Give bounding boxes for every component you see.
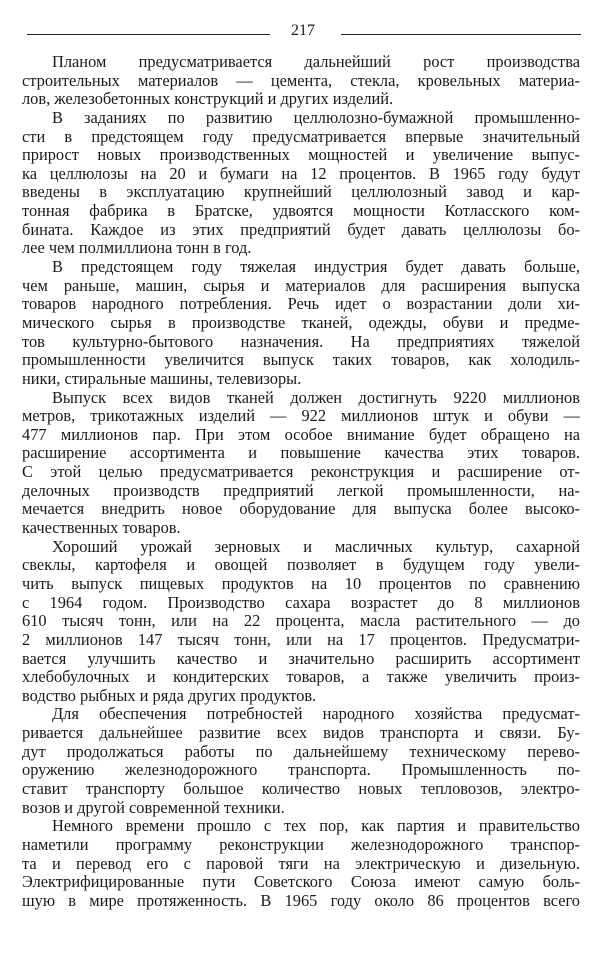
paragraph (22, 258, 580, 388)
text-line: расширение ассортимента и повышение качества этих товаров. (22, 443, 580, 463)
text-line: делочных производств предприятий легкой промышленности, на- (22, 480, 580, 500)
text-line: тонная фабрика в Братске, удвоятся мощности Котласского ком- (22, 201, 580, 221)
text-line: Немного времени прошло с тех пор, как партия и правительство (52, 816, 580, 836)
text-line: мического сырья в производстве тканей, одежды, обуви и предме- (22, 312, 580, 332)
paragraph (22, 389, 580, 538)
text-line: чить выпуск пищевых продуктов на 10 процентов по сравнению (22, 573, 580, 593)
paragraph (22, 705, 580, 817)
text-line: свеклы, картофеля и овощей позволяет в будущем году увели- (22, 555, 580, 575)
text-line: Хороший урожай зерновых и масличных культур, сахарной (52, 536, 580, 556)
text-line: водство рыбных и ряда других продуктов. (22, 685, 317, 705)
text-line: 2 миллионов 147 тысяч тонн, или на 17 процентов. Предусматри- (22, 629, 580, 649)
text-line: 610 тысяч тонн, или на 22 процента, масла растительного — до (22, 611, 580, 631)
text-line: ривается дальнейшее развитие всех видов транспорта и связи. Бу- (22, 723, 580, 743)
text-line: ка целлюлозы на 20 и бумаги на 12 процентов. В 1965 году будут (22, 163, 580, 183)
text-line: бината. Каждое из этих предприятий будет давать целлюлозы бо- (22, 219, 580, 239)
paragraph (22, 817, 580, 910)
text-line: мечается внедрить новое оборудование для выпуска более высоко- (22, 499, 580, 519)
text-line: лов, железобетонных конструкций и других изделий. (22, 89, 394, 109)
text-line: возов и другой современной техники. (22, 797, 285, 817)
text-line: промышленности увеличится выпуск таких товаров, как холодиль- (22, 350, 580, 370)
text-line: товаров народного потребления. Речь идет о возрастании доли хи- (22, 294, 580, 314)
text-line: С этой целью предусматривается реконструкция и расширение от- (22, 462, 580, 482)
text-line: шую в мире протяженность. В 1965 году около 86 процентов всего (22, 890, 580, 910)
paragraph (22, 109, 580, 258)
text-line: строительных материалов — цемента, стекла, кровельных материа- (22, 70, 580, 90)
text-line: ставит транспорту большое количество новых тепловозов, электро- (22, 778, 580, 798)
text-line: оружению железнодорожного транспорта. Промышленность по- (22, 760, 580, 780)
paragraph (22, 53, 580, 109)
text-line: чем раньше, машин, сырья и материалов для расширения выпуска (22, 275, 580, 295)
text-line: введены в эксплуатацию крупнейший целлюлозный завод и кар- (22, 182, 580, 202)
text-line: прирост новых производственных мощностей и увеличение выпус- (22, 145, 580, 165)
text-line: наметили программу реконструкции железнодорожного транспор- (22, 834, 580, 854)
paragraph (22, 538, 580, 706)
text-line: 477 миллионов пар. При этом особое внимание будет обращено на (22, 424, 580, 444)
text-line: Электрифицированные пути Советского Союза имеют самую боль- (22, 872, 580, 892)
page-header (0, 10, 600, 39)
header-rule-right (341, 34, 581, 35)
page-number: 217 (291, 22, 315, 39)
text-line: В предстоящем году тяжелая индустрия будет давать больше, (52, 257, 580, 277)
text-line: хлебобулочных и кондитерских товаров, а также увеличить произ- (22, 667, 580, 687)
text-line: Планом предусматривается дальнейший рост производства (52, 52, 580, 71)
page-body-text (22, 53, 580, 910)
text-line: В заданиях по развитию целлюлозно-бумажной промышленно- (52, 107, 580, 127)
text-line: та и перевод его с паровой тяги на электрическую и дизельную. (22, 853, 580, 873)
text-line: сти в предстоящем году предусматривается впервые значительный (22, 126, 580, 146)
text-line: качественных товаров. (22, 518, 181, 538)
text-line: метров, трикотажных изделий — 922 миллионов штук и обуви — (22, 406, 580, 426)
text-line: ники, стиральные машины, телевизоры. (22, 368, 302, 388)
text-line: лее чем полмиллиона тонн в год. (22, 238, 252, 258)
text-line: дут продолжаться работы по дальнейшему техническому перево- (22, 741, 580, 761)
text-line: тов культурно-бытового назначения. На предприятиях тяжелой (22, 331, 580, 351)
text-line: Выпуск всех видов тканей должен достигнуть 9220 миллионов (52, 387, 580, 407)
text-line: с 1964 годом. Производство сахара возрастет до 8 миллионов (22, 592, 580, 612)
text-line: Для обеспечения потребностей народного хозяйства предусмат- (52, 704, 580, 724)
text-line: вается улучшить качество и значительно расширить ассортимент (22, 648, 580, 668)
header-rule-left (27, 34, 270, 35)
